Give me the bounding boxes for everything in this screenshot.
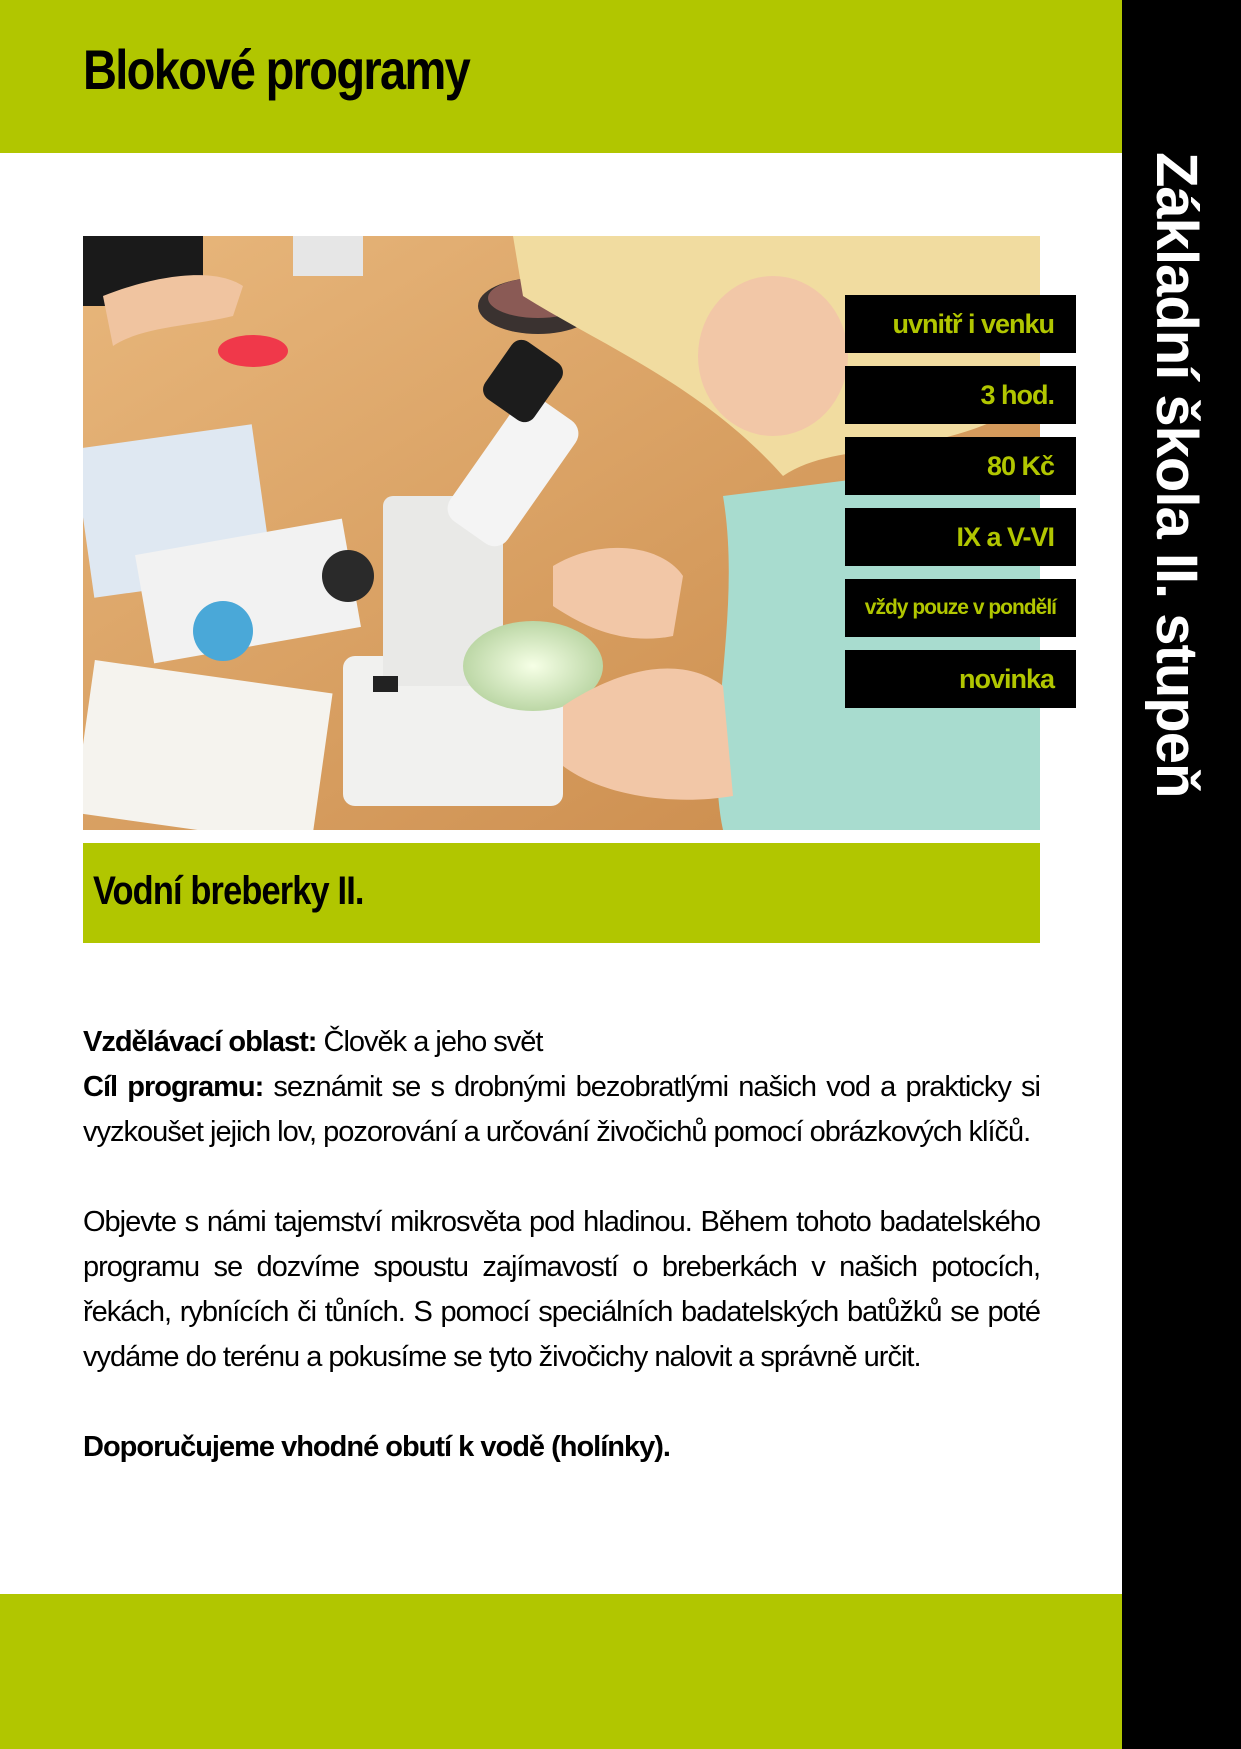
tag-grades: IX a V-VI bbox=[845, 508, 1076, 566]
program-goal-label: Cíl programu: bbox=[83, 1071, 264, 1103]
program-text: Objevte s námi tajemství mikrosvěta pod hladinou. Během tohoto badatelského programu se dozvíme spoustu zajímavostí o breberkách v našich potocích, řekách, rybnících či tůních. S pomocí speciálních badatelských batůžků se poté vydáme do terénu a pokusíme se tyto živočichy nalovit a správně určit. bbox=[83, 1206, 1040, 1373]
header-bar bbox=[0, 0, 1122, 153]
program-goal-value: seznámit se s drobnými bezobratlými našich vod a prakticky si vyzkoušet jejich lov, pozorování a určování živočichů pomocí obrázkových klíčů. bbox=[83, 1071, 1040, 1148]
program-recommendation bbox=[83, 1425, 1040, 1470]
tag-price: 80 Kč bbox=[845, 437, 1076, 495]
page-title: Blokové programy bbox=[83, 38, 470, 101]
education-area-value: Člověk a jeho svět bbox=[316, 1026, 543, 1058]
tag-schedule: vždy pouze v pondělí bbox=[845, 579, 1076, 637]
tag-location: uvnitř i venku bbox=[845, 295, 1076, 353]
recommendation-text: Doporučujeme vhodné obutí k vodě (holínky). bbox=[83, 1431, 670, 1463]
program-title-band bbox=[83, 843, 1040, 943]
tag-new: novinka bbox=[845, 650, 1076, 708]
program-title: Vodní breberky II. bbox=[93, 869, 364, 913]
education-area bbox=[83, 1020, 1040, 1065]
sidebar-title: Základní škola II. stupeň bbox=[1144, 152, 1209, 798]
program-description bbox=[83, 1020, 1040, 1470]
program-tags bbox=[845, 295, 1076, 721]
footer-bar bbox=[0, 1594, 1122, 1749]
tag-duration: 3 hod. bbox=[845, 366, 1076, 424]
program-goal bbox=[83, 1065, 1040, 1155]
education-area-label: Vzdělávací oblast: bbox=[83, 1026, 317, 1058]
